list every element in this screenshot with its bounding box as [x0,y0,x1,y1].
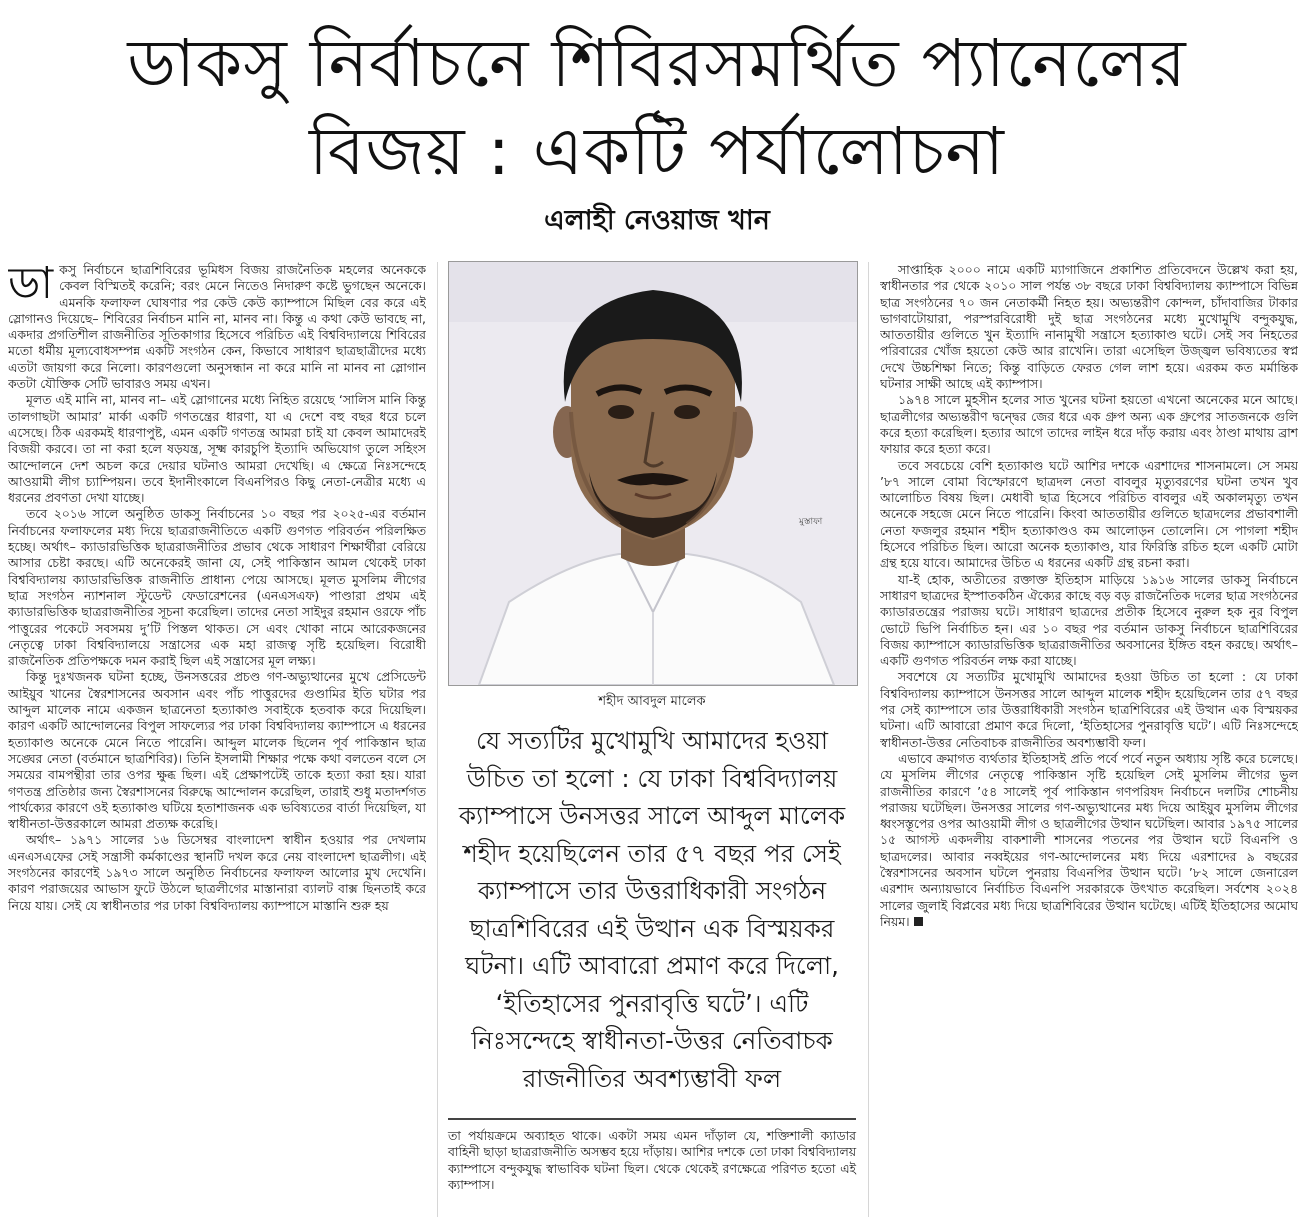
center-continuation [448,1128,856,1193]
paragraph: কিন্তু দুঃখজনক ঘটনা হচ্ছে, উনসত্তরের প্রচণ্ড গণ-অভ্যুত্থানের মুখে প্রেসিডেন্ট আইয়ুব খানের স্বৈরশাসনের অবসান এবং পাঁচ পাত্তুরদের গুণ্ডামির ইতি ঘটার পর আব্দুল মালেক নামে একজন ছাত্রনেতা হত্যাকাণ্ড সবাইকে হতবাক করে দিয়েছিল। কারণ একটি আন্দোলনের বিপুল সাফল্যের পর ঢাকা বিশ্ববিদ্যালয় ক্যাম্পাসে এ ধরনের হত্যাকাণ্ড অনেকে মেনে নিতে পারেনি। আব্দুল মালেক ছিলেন পূর্ব পাকিস্তান ছাত্র সঙ্ঘের নেতা (বর্তমানে ছাত্রশিবির)। তিনি ইসলামী শিক্ষার পক্ষে কথা বলতেন বলে সে সময়ের বামপন্থীরা তার ওপর ক্ষুব্ধ ছিল। এই প্রেক্ষাপটেই তাকে হত্যা করা হয়। যারা গণতন্ত্র প্রতিষ্ঠার জন্য স্বৈরশাসনের বিরুদ্ধে আন্দোলন করেছিল, তারাই শুধু মতাদর্শগত পার্থক্যের কারণে ওই হত্যাকাণ্ড ঘটিয়ে হতাশাজনক এক ভবিষ্যতের বার্তা দিয়েছিল, যা স্বাধীনতা-উত্তরকালে আমরা প্রত্যক্ষ করেছি। [8,669,426,832]
photo-caption: শহীদ আবদুল মালেক [598,694,706,709]
article-headline [0,20,1314,196]
portrait-illustration [448,261,858,686]
paragraph: ১৯৭৪ সালে মুহসীন হলের সাত খুনের ঘটনা হয়তো এখনো অনেকের মনে আছে। ছাত্রলীগের অভ্যন্তরীণ দ্বন্দ্বের জের ধরে এক গ্রুপ অন্য এক গ্রুপের সাতজনকে গুলি করে হত্যা করেছিল। হত্যার আগে তাদের লাইন ধরে দাঁড় করায় এবং ঠাণ্ডা মাথায় ব্রাশ ফায়ার করে হত্যা করে। [880,392,1298,457]
right-column [880,262,1298,1217]
headline-line-2: বিজয় : একটি পর্যালোচনা [309,113,1005,190]
column-divider [868,262,869,1217]
paragraph: অর্থাৎ– ১৯৭১ সালের ১৬ ডিসেম্বর বাংলাদেশ স্বাধীন হওয়ার পর দেখলাম এনএসএফের সেই সন্ত্রাসী কর্মকাণ্ডের স্থানটি দখল করে নেয় বাংলাদেশ ছাত্রলীগ। এই সংগঠনের কারণেই ১৯৭৩ সালে অনুষ্ঠিত নির্বাচনের ফলাফল আলোর মুখ দেখেনি। কারণ পরাজয়ের আভাস ফুটে উঠলে ছাত্রলীগের মাস্তানারা ব্যালট বাক্স ছিনতাই করে নিয়ে যায়। সেই যে স্বাধীনতার পর ঢাকা বিশ্ববিদ্যালয় ক্যাম্পাসে মাস্তানি শুরু হয় [8,832,426,913]
paragraph-text: এভাবে ক্রমাগত ব্যর্থতার ইতিহাসই প্রতি পর্বে পর্বে নতুন অধ্যায় সৃষ্টি করে চলেছে। যে মুসলিম লীগের নেতৃত্বে পাকিস্তান সৃষ্টি হয়েছিল সেই মুসলিম লীগের ভুল রাজনীতির কারণে ’৫৪ সালেই পূর্ব পাকিস্তান গণপরিষদ নির্বাচনে দলটির শোচনীয় পরাজয় ঘটেছিল। উনসত্তর সালের গণ-অভ্যুত্থানের মধ্য দিয়ে আইয়ুব মুসলিম লীগের ধ্বংসস্তূপের ওপর আওয়ামী লীগ ও ছাত্রলীগের উত্থান ঘটেছিল। আবার ১৯৭৫ সালের ১৫ আগস্ট একদলীয় বাকশালী শাসনের পতনের পর উত্থান ঘটে বিএনপি ও ছাত্রদলের। আবার নব্বইয়ের গণ-আন্দোলনের মধ্য দিয়ে এরশাদের ৯ বছরের স্বৈরশাসনের অবসান ঘটলে পুনরায় বিএনপির উত্থান ঘটে। ’৮২ সালে জেনারেল এরশাদ অন্যায়ভাবে নির্বাচিত বিএনপি সরকারকে উৎখাত করেছিল। সর্বশেষ ২০২৪ সালের জুলাই বিপ্লবের মধ্য দিয়ে ছাত্রশিবিরের উত্থান ঘটেছে। এটিই ইতিহাসের অমোঘ নিয়ম। [880,750,1298,929]
column-divider [437,262,438,1217]
paragraph: তবে সবচেয়ে বেশি হত্যাকাণ্ড ঘটে আশির দশকে এরশাদের শাসনামলে। সে সময় ’৮৭ সালে বোমা বিস্ফোরণে ছাত্রদল নেতা বাবলুর মৃত্যুবরণের ঘটনা তখন খুব আলোচিত বিষয় ছিল। মেধাবী ছাত্র হিসেবে পরিচিত বাবলুর এই অকালমৃত্যু তখন অনেকে সহজে মেনে নিতে পারেনি। কিংবা আততায়ীর গুলিতে ছাত্রদলের প্রভাবশালী নেতা ফজলুর রহমান শহীদ হত্যাকাণ্ডও কম আলোড়ন তোলেনি। সে পাগলা শহীদ হিসেবে পরিচিত ছিল। আরো অনেক হত্যাকাণ্ড, যার ফিরিস্তি রচিত হলে একটি মোটা গ্রন্থ হয়ে যাবে। আমাদের উচিত এ ধরনের একটি গ্রন্থ রচনা করা। [880,457,1298,571]
paragraph: সবশেষে যে সত্যটির মুখোমুখি আমাদের হওয়া উচিত তা হলো : যে ঢাকা বিশ্ববিদ্যালয় ক্যাম্পাসে উনসত্তর সালে আব্দুল মালেক শহীদ হয়েছিলেন তার ৫৭ বছর পর সেই ক্যাম্পাসে তার উত্তরাধিকারী সংগঠন ছাত্রশিবিরের এই উত্থান এক বিস্ময়কর ঘটনা। এটি আবারো প্রমাণ করে দিলো, ‘ইতিহাসের পুনরাবৃত্তি ঘটে’। এটি নিঃসন্দেহে স্বাধীনতা-উত্তর নেতিবাচক রাজনীতির অবশ্যম্ভাবী ফল। [880,669,1298,750]
paragraph: তা পর্যায়ক্রমে অব্যাহত থাকে। একটা সময় এমন দাঁড়াল যে, শক্তিশালী ক্যাডার বাহিনী ছাড়া ছাত্ররাজনীতি অসম্ভব হয়ে দাঁড়ায়। আশির দশকে তো ঢাকা বিশ্ববিদ্যালয় ক্যাম্পাসে বন্দুকযুদ্ধ স্বাভাবিক ঘটনা ছিল। থেকে থেকেই রণক্ষেত্রে পরিণত হতো এই ক্যাম্পাস। [448,1128,856,1192]
drop-cap: ডা [8,262,54,309]
paragraph: মূলত এই মানি না, মানব না– এই স্লোগানের মধ্যে নিহিত রয়েছে ‘সালিস মানি কিন্তু তালগাছটা আমার’ মার্কা একটি গণতন্ত্রের ধারণা, যা এ দেশে বহু বছর ধরে চলে এসেছে। ঠিক এরকমই ধারণাপুষ্ট, এমন একটি গণতন্ত্র আমরা চাই যা কেবল আমাদেরই বিজয়ী করবে। তা না করা হলে ষড়যন্ত্র, সূক্ষ্ম কারচুপি ইত্যাদি অভিযোগ তুলে সহিংস আন্দোলনে দেশ অচল করে দেয়ার ঘটনাও আমরা দেখেছি। এ ক্ষেত্রে নিঃসন্দেহে আওয়ামী লীগ চ্যাম্পিয়ন। তবে ইদানীংকালে বিএনপিরও কিছু নেতা-নেত্রীর মধ্যে এ ধরনের প্রবণতা দেখা যাচ্ছে। [8,392,426,506]
paragraph: সাপ্তাহিক ২০০০ নামে একটি ম্যাগাজিনে প্রকাশিত প্রতিবেদনে উল্লেখ করা হয়, স্বাধীনতার পর থেকে ২০১০ সাল পর্যন্ত ৩৮ বছরে ঢাকা বিশ্ববিদ্যালয় ক্যাম্পাসে বিভিন্ন ছাত্র সংগঠনের ৭০ জন নেতাকর্মী নিহত হয়। অভ্যন্তরীণ কোন্দল, চাঁদাবাজির টাকার ভাগবাটোয়ারা, পরস্পরবিরোধী দুই ছাত্র সংগঠনের মধ্যে মুখোমুখি বন্দুকযুদ্ধ, আততায়ীর গুলিতে খুন ইত্যাদি নানামুখী সন্ত্রাসে হত্যাকাণ্ড ঘটে। সেই সব নিহতের পরিবারের খোঁজ হয়তো কেউ আর রাখেনি। তারা এসেছিল উজ্জ্বল ভবিষ্যতের স্বপ্ন দেখে উচ্চশিক্ষা নিতে; কিন্তু বাড়িতে ফেরত গেল লাশ হয়ে। এরকম কত মর্মান্তিক ঘটনার সাক্ষী আছে এই ক্যাম্পাস। [880,262,1298,392]
paragraph [880,751,1298,930]
paragraph [8,262,426,392]
paragraph-text: কসু নির্বাচনে ছাত্রশিবিরের ভূমিধস বিজয় রাজনৈতিক মহলের অনেককে কেবল বিস্মিতই করেনি; বরং মেনে নিতেও নিদারুণ কষ্টে ভুগছেন অনেকে। এমনকি ফলাফল ঘোষণার পর কেউ কেউ ক্যাম্পাসে মিছিল বের করে এই স্লোগানও দিয়েছে– শিবিরের নির্বাচন মানি না, মানব না। কিন্তু এ কথা কেউ ভাবছে না, একদার প্রগতিশীল রাজনীতির সূতিকাগার হিসেবে পরিচিত এই বিশ্ববিদ্যালয়ে শিবিরের মতো ধর্মীয় মূল্যবোধসম্পন্ন একটি সংগঠন কেন, কিভাবে সাধারণ ছাত্রছাত্রীদের মধ্যে এতটা জায়গা করে নিলো। কারণগুলো অনুসন্ধান না করে মানি না মানব না স্লোগান কতটা যৌক্তিক সেটি ভাবারও সময় এখন। [8,262,426,392]
author-byline: এলাহী নেওয়াজ খান [544,205,770,236]
left-column [8,262,426,1217]
pull-quote: যে সত্যটির মুখোমুখি আমাদের হওয়া উচিত তা হলো : যে ঢাকা বিশ্ববিদ্যালয় ক্যাম্পাসে উনসত্তর সালে আব্দুল মালেক শহীদ হয়েছিলেন তার ৫৭ বছর পর সেই ক্যাম্পাসে তার উত্তরাধিকারী সংগঠন ছাত্রশিবিরের এই উত্থান এক বিস্ময়কর ঘটনা। এটি আবারো প্রমাণ করে দিলো, ‘ইতিহাসের পুনরাবৃত্তি ঘটে’। এটি নিঃসন্দেহে স্বাধীনতা-উত্তর নেতিবাচক রাজনীতির অবশ্যম্ভাবী ফল [458,726,846,1093]
portrait-drawing [449,262,857,685]
headline-line-1: ডাকসু নির্বাচনে শিবিরসমর্থিত প্যানেলের [127,25,1187,102]
artist-signature: মুস্তাফা [799,517,823,527]
end-of-article-icon [914,917,923,926]
paragraph: তবে ২০১৬ সালে অনুষ্ঠিত ডাকসু নির্বাচনের ১০ বছর পর ২০২৫-এর বর্তমান নির্বাচনের ফলাফলের মধ্য দিয়ে ছাত্ররাজনীতিতে একটি গুণগত পরিবর্তন পরিলক্ষিত হচ্ছে। অর্থাৎ– ক্যাডারভিত্তিক ছাত্ররাজনীতির প্রভাব থেকে সাধারণ শিক্ষার্থীরা বেরিয়ে আসার চেষ্টা করছে। এটি অনেকেরই জানা যে, সেই পাকিস্তান আমল থেকেই ঢাকা বিশ্ববিদ্যালয় ক্যাডারভিত্তিক রাজনীতি প্রাধান্য পেয়ে আসছে। মূলত মুসলিম লীগের ছাত্র সংগঠন ন্যাশনাল স্টুডেন্ট ফেডারেশনের (এনএসএফ) পাণ্ডারা প্রথম এই ক্যাডারভিত্তিক ছাত্ররাজনীতির সূচনা করেছিল। তাদের নেতা সাইদুর রহমান ওরফে পাঁচ পাত্তুরের পকেটে সবসময় দু’টি পিস্তল থাকত। সে এবং খোকা নামে আরেকজনের নেতৃত্বে ঢাকা বিশ্ববিদ্যালয়ে সন্ত্রাসের এক মহা রাজত্ব সৃষ্টি হয়েছিল। বিরোধী রাজনৈতিক প্রতিপক্ষকে দমন করাই ছিল এই সন্ত্রাসের মূল লক্ষ্য। [8,506,426,669]
paragraph: যা-ই হোক, অতীতের রক্তাক্ত ইতিহাস মাড়িয়ে ১৯১৬ সালের ডাকসু নির্বাচনে সাধারণ ছাত্রদের ইস্পাতকঠিন ঐক্যের কাছে বড় বড় রাজনৈতিক দলের ছাত্র সংগঠনের ক্যাডারতন্ত্রের পরাজয় ঘটে। সাধারণ ছাত্রদের প্রতীক হিসেবে নুরুল হক নুর বিপুল ভোটে ভিপি নির্বাচিত হন। এর ১০ বছর পর বর্তমান ডাকসু নির্বাচনে ছাত্রশিবিরের বিজয় ক্যাম্পাসে ক্যাডারভিত্তিক ছাত্ররাজনীতির অবসানের ইঙ্গিত বহন করছে। অর্থাৎ– একটি গুণগত পরিবর্তন লক্ষ করা যাচ্ছে। [880,571,1298,669]
pull-quote-rule [448,1118,856,1120]
